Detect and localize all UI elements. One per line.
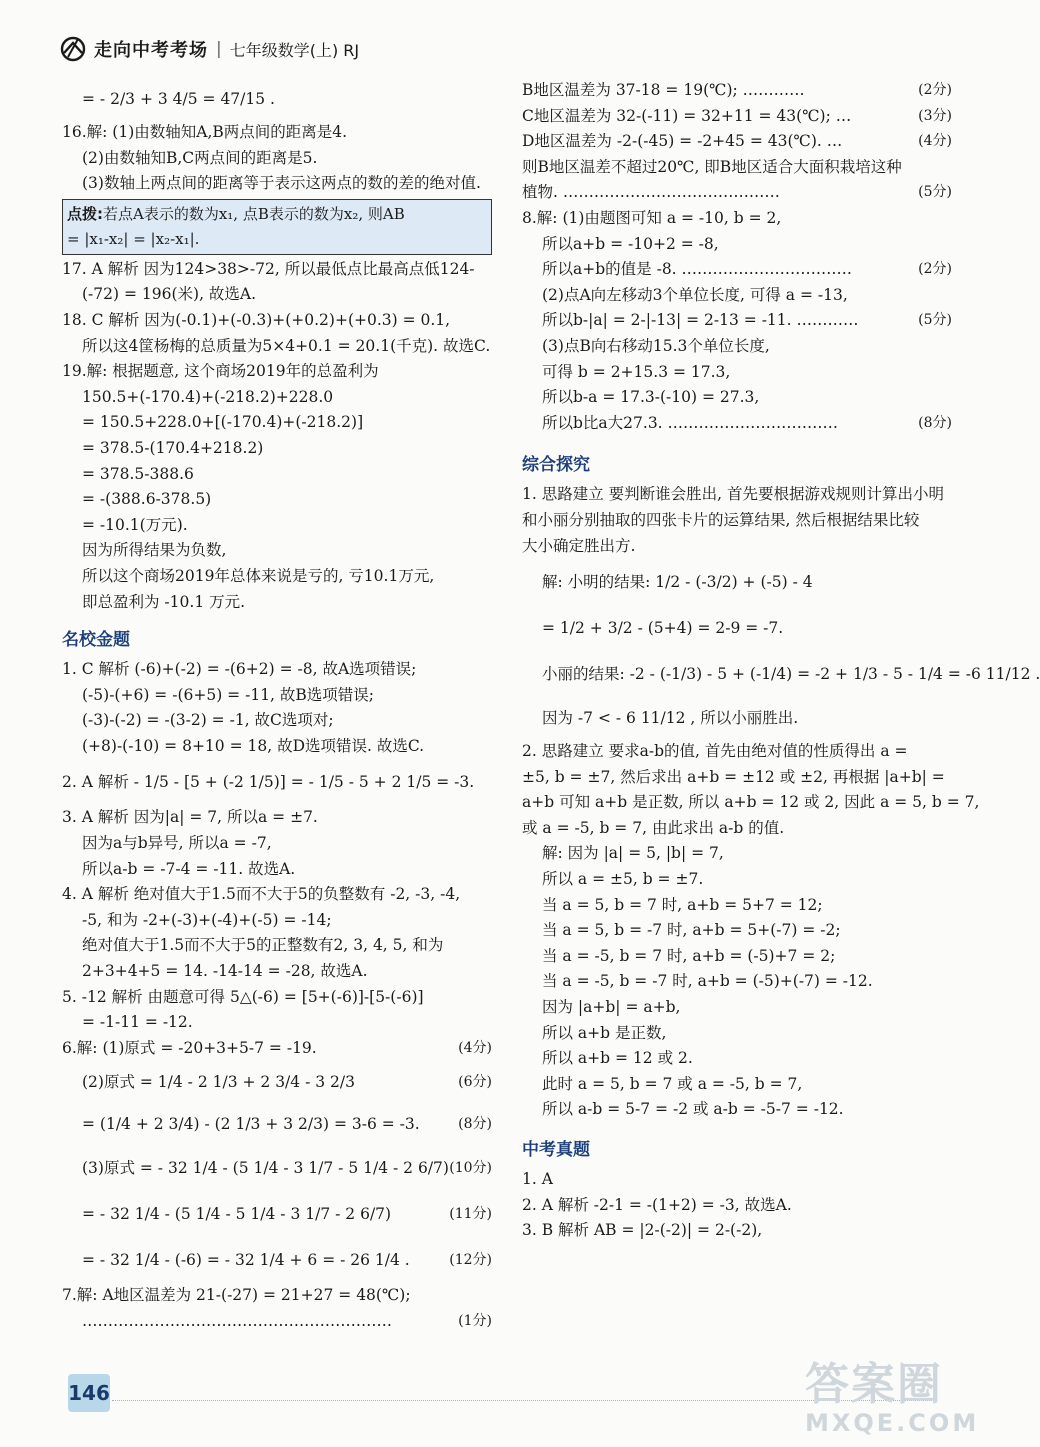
line-text: 当 a = 5, b = -7 时, a+b = 5+(-7) = -2; [542,921,841,940]
line-text: 因为a与b异号, 所以a = -7, [82,834,272,853]
line-text: 3. B 解析 AB = |2-(-2)| = 2-(-2), [522,1221,763,1240]
score-label: (8分) [458,1116,492,1133]
text-line [522,790,980,816]
line-text: 所以a+b的值是 -8. …………………………… [542,260,853,279]
text-line [522,534,952,560]
line-text: 2+3+4+5 = 14. -14-14 = -28, 故选A. [82,962,368,981]
score-label: (5分) [918,312,952,329]
line-text: = -(388.6-378.5) [82,490,212,509]
text-line [62,513,492,539]
line-text: 所以b-|a| = 2-|-13| = 2-13 = -11. ………… [542,311,859,330]
score-label: (11分) [449,1206,492,1223]
line-text: = 378.5-388.6 [82,464,194,483]
line-text: 所以a+b = -10+2 = -8, [542,234,719,253]
text-line [62,1191,492,1237]
line-text: (3)点B向右移动15.3个单位长度, [542,336,770,355]
text-line [522,867,952,893]
hint-text-2: = |x₁-x₂| = |x₂-x₁|. [67,229,200,248]
text-line [62,146,492,172]
line-text: 可得 b = 2+15.3 = 17.3, [542,362,731,381]
text-line [62,257,492,283]
line-text: = 378.5-(170.4+218.2) [82,438,264,457]
text-line [62,538,492,564]
text-line [62,683,492,709]
section-title-zhongkao: 中考真题 [522,1140,590,1160]
text-line [62,759,492,805]
text-line [522,206,952,232]
line-text: 19.解: 根据题意, 这个商场2019年的总盈利为 [62,362,379,381]
text-line [62,385,492,411]
right-column [522,78,1040,1244]
text-line [62,1103,492,1145]
line-text: (3)数轴上两点间的距离等于表示这两点的数的差的绝对值. [82,174,481,193]
text-line [522,1021,952,1047]
answer-block-16-19 [62,78,492,657]
line-text: = - 32 1/4 - (-6) = - 32 1/4 + 6 = - 26 1/4 . [82,1251,410,1270]
line-text: 小丽的结果: -2 - (-1/3) - 5 + (-1/4) = -2 + 1/3 - 5 - 1/4 = -6 11/12 . [542,665,1040,684]
text-line [522,508,952,534]
line-text: 因为 |a+b| = a+b, [542,998,681,1017]
line-text: = -10.1(万元). [82,515,188,534]
text-line [62,334,492,360]
line-text: = 1/2 + 3/2 - (5+4) = 2-9 = -7. [542,619,784,638]
line-text: = -1-11 = -12. [82,1013,193,1032]
text-line [62,171,492,197]
score-label: (3分) [918,107,952,124]
line-text: 解: 小明的结果: 1/2 - (-3/2) + (-5) - 4 [542,573,813,592]
line-text: 植物. …………………………………… [522,183,780,202]
line-text: D地区温差为 -2-(-45) = -2+45 = 43(℃). … [522,132,843,151]
line-text: …………………………………………………… [82,1312,392,1330]
text-line [62,708,492,734]
text-line [62,1309,492,1335]
text-line [62,1061,492,1103]
answer-block-zonghe [522,482,1040,1123]
line-text: 所以b比a大27.3. …………………………… [542,413,839,432]
answer-block-7-8 [522,78,952,436]
text-line [522,893,952,919]
score-label: (6分) [458,1074,492,1091]
text-line [62,831,492,857]
line-text: 7.解: A地区温差为 21-(-27) = 21+27 = 48(℃); [62,1286,411,1305]
text-line [62,657,492,683]
page-header [58,34,359,64]
text-line [522,605,952,651]
score-label: (2分) [918,82,952,98]
section-title-mingxiao: 名校金题 [62,630,130,651]
text-line [62,78,492,120]
hint-text-1: 若点A表示的数为x₁, 点B表示的数为x₂, 则AB [103,204,405,223]
line-text: 所以 a-b = 5-7 = -2 或 a-b = -5-7 = -12. [542,1100,844,1119]
text-line [522,651,1040,697]
score-label: (12分) [449,1252,492,1269]
score-label: (4分) [918,133,952,150]
line-text: -5, 和为 -2+(-3)+(-4)+(-5) = -14; [82,910,332,929]
text-line [62,462,492,488]
score-label: (4分) [458,1039,492,1056]
book-logo-icon [58,35,88,63]
text-line [62,436,492,462]
text-line [522,257,952,283]
text-line [62,1237,492,1283]
text-line [522,1167,952,1193]
hint-label: 点拨: [67,204,103,223]
line-text: 3. A 解析 因为|a| = 7, 所以a = ±7. [62,808,318,827]
line-text: 和小丽分别抽取的四张卡片的运算结果, 然后根据结果比较 [522,510,920,529]
text-line [522,283,952,309]
text-line [522,334,952,360]
text-line [522,129,952,155]
line-text: a+b 可知 a+b 是正数, 所以 a+b = 12 或 2, 因此 a = 5, b = 7, [522,793,980,812]
line-text: 18. C 解析 因为(-0.1)+(-0.3)+(+0.2)+(+0.3) = 0.1, [62,310,451,329]
text-line [62,734,492,760]
score-label: (2分) [918,261,952,278]
line-text: 此时 a = 5, b = 7 或 a = -5, b = 7, [542,1074,803,1093]
text-line [522,1072,952,1098]
text-line [62,590,492,616]
text-line [62,308,492,334]
line-text: 2. A 解析 - 1/5 - [5 + (-2 1/5)] = - 1/5 - 5 + 2 1/5 = -3. [62,773,475,792]
answer-block-mingxiao [62,657,492,1335]
line-text: B地区温差为 37-18 = 19(℃); ………… [522,81,805,99]
text-line [522,739,952,765]
text-line [522,765,952,791]
text-line [522,1193,952,1219]
line-text: 解: 因为 |a| = 5, |b| = 7, [542,844,724,863]
line-text: 大小确定胜出方. [522,536,636,555]
line-text: (-5)-(+6) = -(6+5) = -11, 故B选项错误; [82,685,375,704]
section-title-zonghe: 综合探究 [522,455,590,476]
line-text: 4. A 解析 绝对值大于1.5而不大于5的负整数有 -2, -3, -4, [62,885,461,904]
text-line [62,985,492,1011]
score-label: (1分) [458,1313,492,1329]
text-line [62,359,492,385]
line-text: 1. A [522,1170,553,1188]
text-line [62,882,492,908]
page-number: 146 [68,1374,110,1412]
watermark [805,1360,985,1440]
line-text: ±5, b = ±7, 然后求出 a+b = ±12 或 ±2, 再根据 |a+b| = [522,767,945,786]
text-line [522,841,952,867]
line-text: 2. 思路建立 要求a-b的值, 首先由绝对值的性质得出 a = [522,742,908,761]
text-line [522,944,952,970]
text-line [522,816,952,842]
text-line [522,411,952,437]
text-line [522,995,952,1021]
line-text: 所以这个商场2019年总体来说是亏的, 亏10.1万元, [82,566,435,585]
line-text: (-3)-(-2) = -(3-2) = -1, 故C选项对; [82,711,334,730]
text-line [522,1046,952,1072]
line-text: 6.解: (1)原式 = -20+3+5-7 = -19. [62,1038,317,1057]
line-text: 16.解: (1)由数轴知A,B两点间的距离是4. [62,123,348,141]
text-line [522,308,952,334]
text-line [62,120,492,146]
text-line [62,933,492,959]
text-line [522,360,952,386]
text-line [522,78,952,104]
line-text: = (1/4 + 2 3/4) - (2 1/3 + 3 2/3) = 3-6 = -3. [82,1115,420,1134]
text-line [62,564,492,590]
text-line [522,232,952,258]
line-text: 当 a = -5, b = -7 时, a+b = (-5)+(-7) = -12. [542,972,873,991]
hint-box [62,199,492,255]
header-subtitle: 七年级数学(上) RJ [229,40,360,60]
line-text: 所以b-a = 17.3-(-10) = 27.3, [542,388,760,407]
text-line [62,1036,492,1062]
line-text: (3)原式 = - 32 1/4 - (5 1/4 - 3 1/7 - 5 1/4 - 2 6/7) [82,1159,449,1178]
text-line [522,385,952,411]
line-text: 所以a-b = -7-4 = -11. 故选A. [82,859,296,878]
text-line [62,805,492,831]
line-text: 所以 a+b = 12 或 2. [542,1049,693,1068]
text-line [522,969,952,995]
line-text: 当 a = -5, b = 7 时, a+b = (-5)+7 = 2; [542,946,836,965]
line-text: 即总盈利为 -10.1 万元. [82,592,246,611]
line-text: (2)由数轴知B,C两点间的距离是5. [82,148,318,167]
text-line [522,559,952,605]
line-text: 所以这4筐杨梅的总质量为5×4+0.1 = 20.1(千克). 故选C. [82,336,491,355]
line-text: 1. 思路建立 要判断谁会胜出, 首先要根据游戏规则计算出小明 [522,485,944,504]
text-line [522,1218,952,1244]
line-text: 17. A 解析 因为124>38>-72, 所以最低点比最高点低124- [62,259,475,278]
brand-title: 走向中考考场 [94,40,208,61]
watermark-line1: 答案圈 [805,1359,943,1410]
line-text: 1. C 解析 (-6)+(-2) = -(6+2) = -8, 故A选项错误; [62,660,417,679]
line-text: 则B地区温差不超过20℃, 即B地区适合大面积栽培这种 [522,157,902,176]
text-line [522,180,952,206]
line-text: 所以 a+b 是正数, [542,1023,667,1042]
text-line [62,1010,492,1036]
watermark-line2: MXQE.COM [805,1409,980,1437]
line-text: 2. A 解析 -2-1 = -(1+2) = -3, 故选A. [522,1195,792,1214]
text-line [62,410,492,436]
line-text: 因为 -7 < - 6 11/12 , 所以小丽胜出. [542,709,799,728]
text-line [522,104,952,130]
text-line [522,697,952,739]
line-text: 8.解: (1)由题图可知 a = -10, b = 2, [522,208,782,227]
text-line [62,857,492,883]
line-text: (-72) = 196(米), 故选A. [82,285,257,304]
line-text: = - 2/3 + 3 4/5 = 47/15 . [82,90,275,108]
text-line [522,1097,952,1123]
text-line [62,1145,492,1191]
text-line [62,959,492,985]
left-column [62,78,492,1335]
score-label: (10分) [449,1160,492,1177]
text-line [522,155,952,181]
score-label: (8分) [918,414,952,431]
line-text: (+8)-(-10) = 8+10 = 18, 故D选项错误. 故选C. [82,736,425,755]
line-text: 当 a = 5, b = 7 时, a+b = 5+7 = 12; [542,895,823,914]
text-line [62,487,492,513]
line-text: (2)原式 = 1/4 - 2 1/3 + 2 3/4 - 3 2/3 [82,1073,355,1092]
line-text: (2)点A向左移动3个单位长度, 可得 a = -13, [542,285,848,304]
line-text: = - 32 1/4 - (5 1/4 - 5 1/4 - 3 1/7 - 2 6/7) [82,1205,392,1224]
header-separator: | [216,39,222,59]
score-label: (5分) [918,184,952,201]
text-line [62,282,492,308]
line-text: 因为所得结果为负数, [82,541,227,560]
answer-block-zhongkao [522,1167,952,1244]
line-text: 150.5+(-170.4)+(-218.2)+228.0 [82,387,334,406]
text-line [522,482,952,508]
text-line [522,918,952,944]
line-text: 或 a = -5, b = 7, 由此求出 a-b 的值. [522,818,785,837]
text-line [62,1283,492,1309]
text-line [62,908,492,934]
line-text: C地区温差为 32-(-11) = 32+11 = 43(℃); … [522,106,852,125]
line-text: 所以 a = ±5, b = ±7. [542,870,704,889]
line-text: = 150.5+228.0+[(-170.4)+(-218.2)] [82,413,364,432]
line-text: 绝对值大于1.5而不大于5的正整数有2, 3, 4, 5, 和为 [82,936,444,955]
line-text: 5. -12 解析 由题意可得 5△(-6) = [5+(-6)]-[5-(-6)] [62,987,424,1006]
